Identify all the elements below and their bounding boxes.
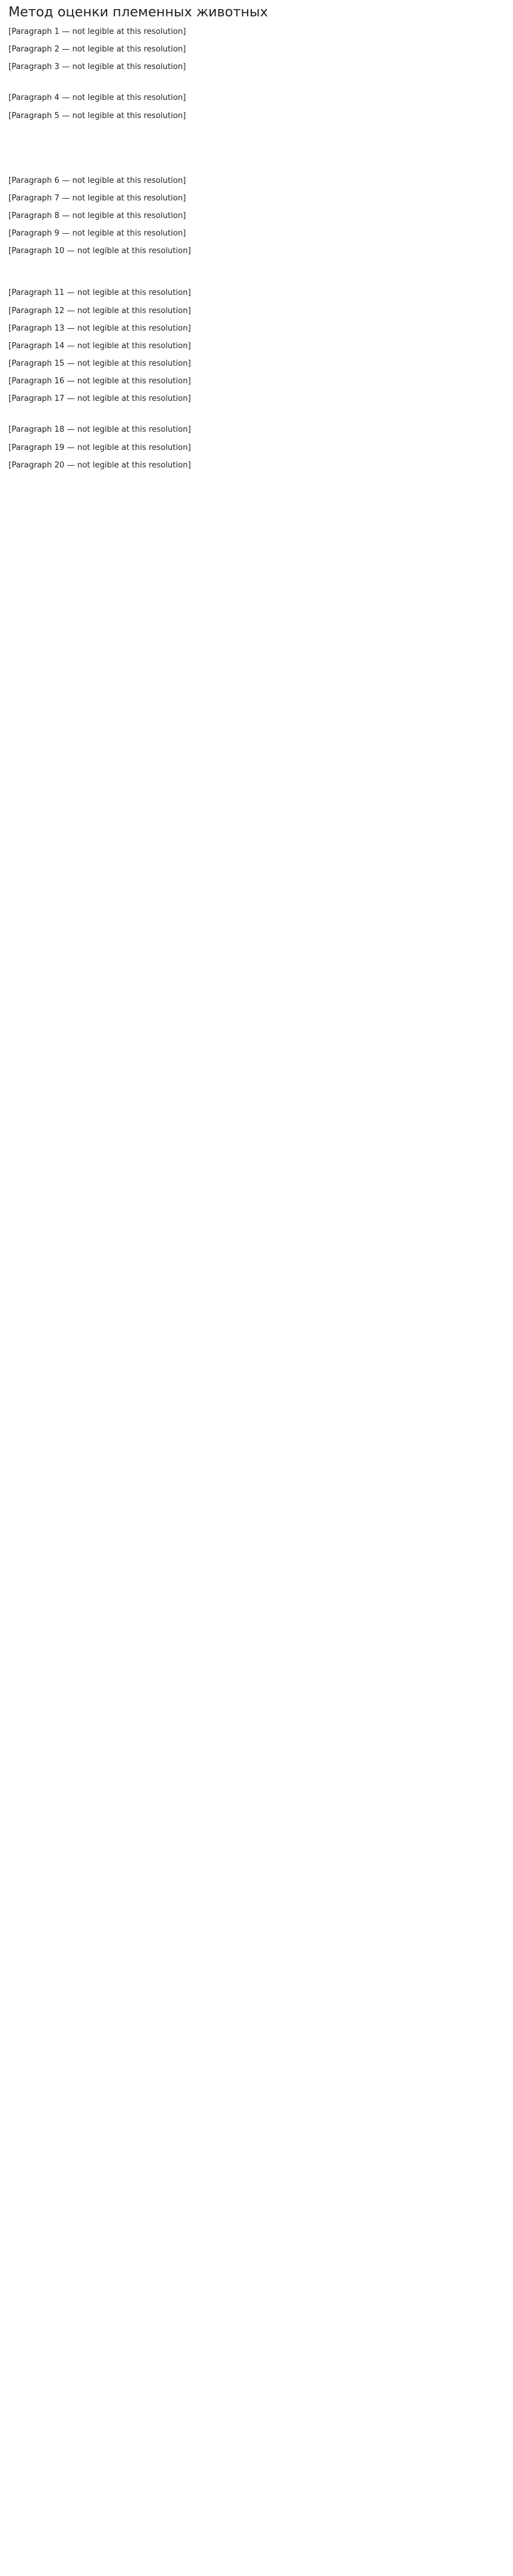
paragraph-16: [Paragraph 16 — not legible at this resolution] [8, 377, 191, 386]
paragraph-4: [Paragraph 4 — not legible at this resolution] [8, 93, 186, 103]
paragraph-3: [Paragraph 3 — not legible at this resolution] [8, 62, 186, 72]
paragraph-7: [Paragraph 7 — not legible at this resolution] [8, 193, 186, 203]
document-page [0, 0, 513, 492]
paragraph-13: [Paragraph 13 — not legible at this resolution] [8, 323, 191, 333]
paragraph-20: [Paragraph 20 — not legible at this resolution] [8, 460, 191, 470]
paragraph-14: [Paragraph 14 — not legible at this resolution] [8, 341, 191, 351]
paragraph-11: [Paragraph 11 — not legible at this resolution] [8, 288, 191, 298]
paragraph-17: [Paragraph 17 — not legible at this resolution] [8, 394, 191, 404]
paragraph-2: [Paragraph 2 — not legible at this resolution] [8, 45, 186, 54]
paragraph-12: [Paragraph 12 — not legible at this resolution] [8, 306, 191, 315]
paragraph-15: [Paragraph 15 — not legible at this resolution] [8, 358, 191, 368]
paragraph-9: [Paragraph 9 — not legible at this resolution] [8, 229, 186, 239]
paragraph-1: [Paragraph 1 — not legible at this resolution] [8, 27, 186, 36]
document-title: Метод оценки племенных животных [8, 5, 268, 20]
spacer [8, 263, 505, 287]
spacer [8, 411, 505, 424]
paragraph-10: [Paragraph 10 — not legible at this resolution] [8, 246, 191, 256]
paragraph-5: [Paragraph 5 — not legible at this resolution] [8, 111, 186, 121]
paragraph-6: [Paragraph 6 — not legible at this resolution] [8, 176, 186, 185]
paragraph-19: [Paragraph 19 — not legible at this resolution] [8, 443, 191, 452]
spacer [8, 79, 505, 92]
spacer [8, 128, 505, 175]
paragraph-18: [Paragraph 18 — not legible at this resolution] [8, 425, 191, 435]
paragraph-8: [Paragraph 8 — not legible at this resolution] [8, 211, 186, 220]
